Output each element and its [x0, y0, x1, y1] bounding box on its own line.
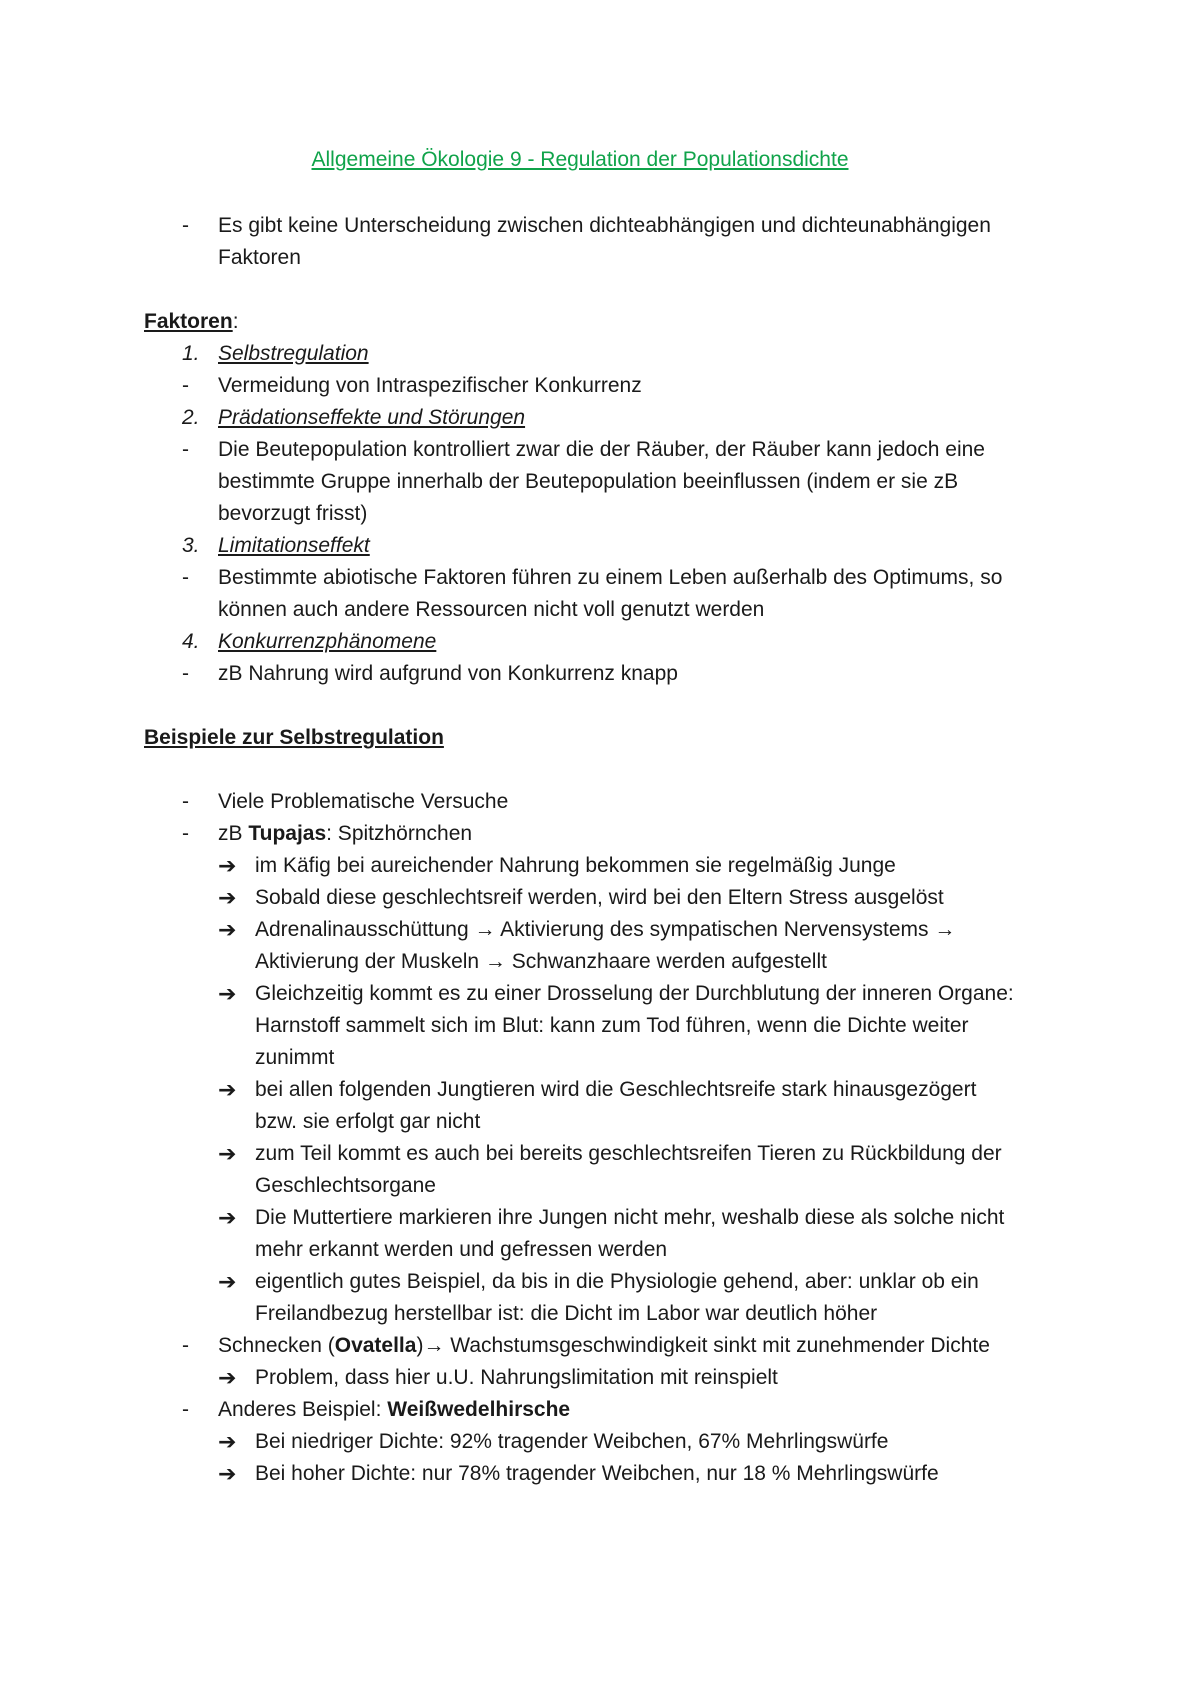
example-prefix: zB — [218, 822, 249, 845]
arrow-right-icon: ➔ — [218, 1461, 237, 1486]
arrow-bullet — [144, 914, 1024, 978]
factor-number: 2. — [182, 406, 200, 429]
dash-marker: - — [182, 662, 189, 685]
dash-marker: - — [182, 374, 189, 397]
example-text: Viele Problematische Versuche — [218, 790, 509, 813]
factor-item — [144, 530, 1024, 562]
arrow-bullet — [144, 1202, 1024, 1266]
beispiele-heading-label: Beispiele zur Selbstregulation — [144, 726, 444, 749]
arrow-bullet — [144, 1266, 1024, 1330]
arrow-right-icon: ➔ — [218, 885, 237, 910]
intro-text: Es gibt keine Unterscheidung zwischen dichteabhängigen und dichteunabhängigen Faktoren — [218, 214, 991, 269]
dash-marker: - — [182, 822, 189, 845]
factor-text: zB Nahrung wird aufgrund von Konkurrenz knapp — [218, 662, 678, 685]
beispiele-heading — [144, 722, 1024, 754]
example-bullet — [144, 786, 1024, 818]
arrow-right-icon: ➔ — [218, 853, 237, 878]
arrow-text: Die Muttertiere markieren ihre Jungen nicht mehr, weshalb diese als solche nicht mehr erkannt werden und gefressen werden — [255, 1206, 1005, 1261]
arrow-right-icon: ➔ — [218, 1365, 237, 1390]
document-body — [144, 210, 1024, 1490]
factor-item — [144, 338, 1024, 370]
arrow-text: Problem, dass hier u.U. Nahrungslimitation mit reinspielt — [255, 1366, 778, 1389]
arrow-bullet — [144, 1426, 1024, 1458]
faktoren-heading — [144, 306, 1024, 338]
dash-marker: - — [182, 438, 189, 461]
factor-number: 4. — [182, 630, 200, 653]
arrow-bullet — [144, 850, 1024, 882]
example-prefix: Anderes Beispiel: — [218, 1398, 388, 1421]
factor-title: Limitationseffekt — [218, 534, 370, 557]
arrow-text: Adrenalinausschüttung → Aktivierung des sympatischen Nervensystems → Aktivierung der Muskeln → Schwanzhaare werden aufgestellt — [255, 918, 956, 973]
arrow-text: eigentlich gutes Beispiel, da bis in die Physiologie gehend, aber: unklar ob ein Freilandbezug herstellbar ist: die Dicht im Labor war deutlich höher — [255, 1270, 979, 1325]
factor-description — [144, 434, 1024, 530]
faktoren-heading-label: Faktoren — [144, 310, 233, 333]
factor-title: Konkurrenzphänomene — [218, 630, 437, 653]
faktoren-heading-colon: : — [232, 310, 239, 333]
factor-description — [144, 370, 1024, 402]
arrow-right-icon: ➔ — [218, 1205, 237, 1230]
example-prefix: Schnecken ( — [218, 1334, 335, 1357]
arrow-right-icon: ➔ — [218, 1141, 237, 1166]
arrow-bullet — [144, 978, 1024, 1074]
arrow-right-icon: ➔ — [218, 1077, 237, 1102]
example-bullet-schnecken — [144, 1330, 1024, 1362]
arrow-bullet — [144, 882, 1024, 914]
arrow-text: Sobald diese geschlechtsreif werden, wird bei den Eltern Stress ausgelöst — [255, 886, 944, 909]
arrow-text: bei allen folgenden Jungtieren wird die Geschlechtsreife stark hinausgezögert bzw. sie erfolgt gar nicht — [255, 1078, 977, 1133]
arrow-right-icon: ➔ — [218, 917, 237, 942]
factor-title: Selbstregulation — [218, 342, 369, 365]
species-name: Weißwedelhirsche — [387, 1398, 571, 1421]
factor-description — [144, 562, 1024, 626]
factor-item — [144, 626, 1024, 658]
factor-text: Bestimmte abiotische Faktoren führen zu einem Leben außerhalb des Optimums, so können auch andere Ressourcen nicht voll genutzt werden — [218, 566, 1003, 621]
arrow-right-icon: ➔ — [218, 981, 237, 1006]
dash-marker: - — [182, 566, 189, 589]
species-name: Ovatella — [334, 1334, 417, 1357]
intro-bullet — [144, 210, 1024, 274]
factor-description — [144, 658, 1024, 690]
arrow-text: im Käfig bei aureichender Nahrung bekommen sie regelmäßig Junge — [255, 854, 896, 877]
arrow-bullet — [144, 1074, 1024, 1138]
factor-item — [144, 402, 1024, 434]
arrow-right-icon: ➔ — [218, 1429, 237, 1454]
arrow-text: zum Teil kommt es auch bei bereits geschlechtsreifen Tieren zu Rückbildung der Geschlechtsorgane — [255, 1142, 1002, 1197]
species-name: Tupajas — [248, 822, 327, 845]
example-bullet-hirsche — [144, 1394, 1024, 1426]
factor-number: 1. — [182, 342, 200, 365]
factor-number: 3. — [182, 534, 200, 557]
factor-text: Vermeidung von Intraspezifischer Konkurrenz — [218, 374, 642, 397]
dash-marker: - — [182, 1398, 189, 1421]
example-suffix: )→ Wachstumsgeschwindigkeit sinkt mit zunehmender Dichte — [416, 1334, 990, 1357]
example-suffix: : Spitzhörnchen — [326, 822, 473, 845]
arrow-text: Bei hoher Dichte: nur 78% tragender Weibchen, nur 18 % Mehrlingswürfe — [255, 1462, 939, 1485]
arrow-bullet — [144, 1138, 1024, 1202]
arrow-right-icon: ➔ — [218, 1269, 237, 1294]
document-title: Allgemeine Ökologie 9 - Regulation der Populationsdichte — [311, 148, 849, 171]
arrow-text: Gleichzeitig kommt es zu einer Drosselung der Durchblutung der inneren Organe: Harnstoff sammelt sich im Blut: kann zum Tod führen, wenn die Dichte weiter zunimmt — [255, 982, 1014, 1069]
factor-text: Die Beutepopulation kontrolliert zwar die der Räuber, der Räuber kann jedoch eine bestimmte Gruppe innerhalb der Beutepopulation beeinflussen (indem er sie zB bevorzugt frisst) — [218, 438, 985, 525]
arrow-bullet — [144, 1362, 1024, 1394]
dash-marker: - — [182, 1334, 189, 1357]
dash-marker: - — [182, 790, 189, 813]
arrow-bullet — [144, 1458, 1024, 1490]
example-bullet-tupajas — [144, 818, 1024, 850]
factor-title: Prädationseffekte und Störungen — [218, 406, 526, 429]
dash-marker: - — [182, 214, 189, 237]
arrow-text: Bei niedriger Dichte: 92% tragender Weibchen, 67% Mehrlingswürfe — [255, 1430, 889, 1453]
